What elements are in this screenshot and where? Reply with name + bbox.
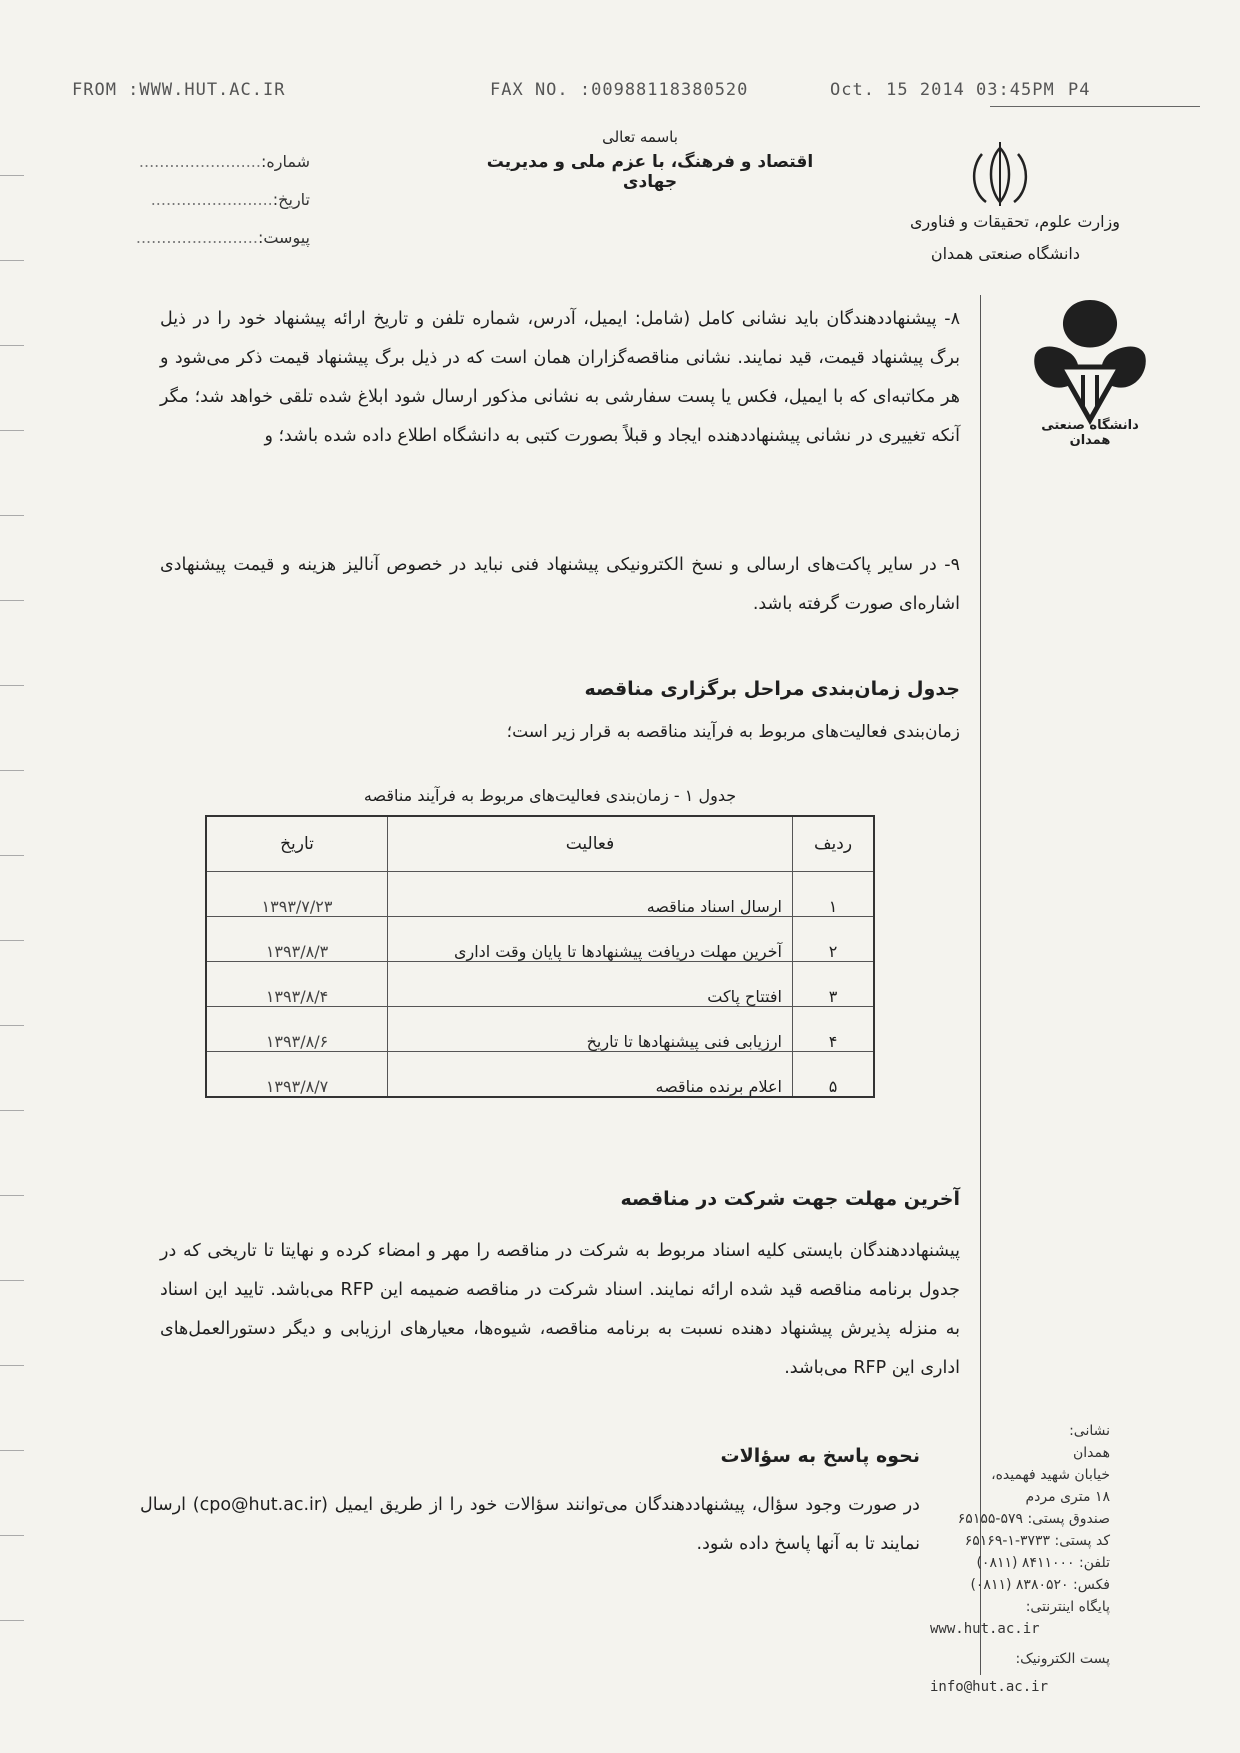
questions-heading: نحوه پاسخ به سؤالات [720, 1445, 920, 1467]
university-logo-icon [1025, 295, 1155, 425]
contact-email[interactable]: info@hut.ac.ir [930, 1679, 1049, 1695]
fax-page: P4 [1068, 80, 1091, 100]
schedule-table-header [206, 816, 874, 872]
scan-tick [0, 430, 24, 431]
scan-tick [0, 1025, 24, 1026]
fax-date: Oct. 15 2014 03:45PM [830, 80, 1055, 100]
scan-tick [0, 1365, 24, 1366]
letter-attachment-dots: ........................ [135, 228, 258, 247]
schedule-caption: جدول ۱ - زمان‌بندی فعالیت‌های مربوط به فرآیند مناقصه [363, 786, 737, 805]
row-date: ۱۳۹۳/۸/۳ [206, 917, 388, 962]
logo-caption: دانشگاه صنعتی همدان [1041, 418, 1139, 448]
contact-website[interactable]: www.hut.ac.ir [930, 1621, 1040, 1637]
questions-text: در صورت وجود سؤال، پیشنهاددهندگان می‌توانند سؤالات خود را از طریق ایمیل (cpo@hut.ac.ir) ارسال نمایند تا به آنها پاسخ داده شود. [140, 1495, 920, 1554]
row-number: ۳ [793, 962, 875, 1007]
row-number: ۴ [793, 1007, 875, 1052]
contact-block [930, 1420, 1110, 1698]
letter-number-field [120, 152, 310, 171]
table-row [206, 917, 874, 962]
fax-number: FAX NO. :00988118380520 [490, 80, 749, 100]
letter-number-dots: ........................ [138, 152, 261, 171]
row-number: ۱ [793, 872, 875, 917]
scan-tick [0, 260, 24, 261]
contact-address-label: نشانی: [1069, 1423, 1110, 1439]
header-activity: فعالیت [388, 816, 793, 872]
row-number: ۵ [793, 1052, 875, 1098]
contact-email-label: پست الکترونیک: [1015, 1651, 1110, 1667]
letter-date-field [120, 190, 310, 209]
scan-tick [0, 600, 24, 601]
contact-city: همدان [1073, 1445, 1110, 1461]
row-date: ۱۳۹۳/۸/۷ [206, 1052, 388, 1098]
row-activity: ارزیابی فنی پیشنهادها تا تاریخ [388, 1007, 793, 1052]
table-row [206, 1052, 874, 1098]
scan-tick [0, 515, 24, 516]
row-date: ۱۳۹۳/۷/۲۳ [206, 872, 388, 917]
scan-tick [0, 1195, 24, 1196]
contact-website-label: پایگاه اینترنتی: [1025, 1599, 1110, 1615]
iran-emblem-icon [960, 140, 1040, 210]
scan-tick [0, 1450, 24, 1451]
deadline-text: پیشنهاددهندگان بایستی کلیه اسناد مربوط به شرکت در مناقصه را مهر و امضاء کرده و نهایتا تا تاریخی که در جدول برنامه مناقصه قید شده ارائه نمایند. اسناد شرکت در مناقصه ضمیمه این RFP می‌باشد. تایید این اسناد به منزله پذیرش پیشنهاد دهنده نسبت به برنامه مناقصه، شیوه‌ها، معیارهای ارزیابی و دیگر دستورالعمل‌های اداری این RFP می‌باشد. [160, 1241, 960, 1378]
table-row [206, 872, 874, 917]
contact-po-box: صندوق پستی: ۵۷۹-۶۵۱۵۵ [957, 1511, 1110, 1527]
clause-8: ۸- پیشنهاددهندگان باید نشانی کامل (شامل: ایمیل، آدرس، شماره تلفن و تاریخ ارائه پیشنهاد خود را در ذیل برگ پیشنهاد قیمت، قید نمایند. نشانی مناقصه‌گزاران همان است که در ذیل برگ پیشنهاد قیمت ذکر می‌شود و هر مکاتبه‌ای که با ایمیل، فکس یا پست سفارشی به نشانی مذکور ارسال شود ابلاغ شده تلقی خواهد شد؛ مگر آنکه تغییری در نشانی پیشنهاددهنده ایجاد و قبلاً بصورت کتبی به دانشگاه اطلاع داده شده باشد؛ و [160, 309, 960, 446]
row-date: ۱۳۹۳/۸/۶ [206, 1007, 388, 1052]
fax-from: FROM :WWW.HUT.AC.IR [72, 80, 286, 100]
scan-tick [0, 770, 24, 771]
row-activity: ارسال اسناد مناقصه [388, 872, 793, 917]
scan-margin [0, 0, 30, 1753]
row-activity: اعلام برنده مناقصه [388, 1052, 793, 1098]
row-number: ۲ [793, 917, 875, 962]
row-date: ۱۳۹۳/۸/۴ [206, 962, 388, 1007]
schedule-heading: جدول زمان‌بندی مراحل برگزاری مناقصه [584, 678, 960, 700]
contact-street: خیابان شهید فهمیده، [991, 1467, 1110, 1483]
letter-number-label: شماره: [260, 152, 310, 171]
table-row [206, 1007, 874, 1052]
contact-postal-code: کد پستی: ۳۷۳۳-۱-۶۵۱۶۹ [964, 1533, 1110, 1549]
scan-tick [0, 940, 24, 941]
bismillah: باسمه تعالی [602, 128, 678, 146]
letter-date-label: تاریخ: [272, 190, 310, 209]
ministry-name: وزارت علوم، تحقیقات و فناوری [910, 212, 1120, 231]
scan-tick [0, 855, 24, 856]
deadline-heading: آخرین مهلت جهت شرکت در مناقصه [620, 1188, 960, 1210]
scan-tick [0, 1110, 24, 1111]
scan-tick [0, 345, 24, 346]
letter-attachment-field [120, 228, 310, 247]
row-activity: آخرین مهلت دریافت پیشنهادها تا پایان وقت اداری [388, 917, 793, 962]
letter-date-dots: ........................ [150, 190, 273, 209]
contact-phone: تلفن: ۸۴۱۱۰۰۰ (۰۸۱۱) [976, 1555, 1110, 1571]
header-row-number: ردیف [793, 816, 875, 872]
fax-underline [990, 106, 1200, 107]
row-activity: افتتاح پاکت [388, 962, 793, 1007]
contact-fax: فکس: ۸۳۸۰۵۲۰ (۰۸۱۱) [970, 1577, 1110, 1593]
scan-tick [0, 1280, 24, 1281]
header-date: تاریخ [206, 816, 388, 872]
scan-tick [0, 1535, 24, 1536]
letter-attachment-label: پیوست: [257, 228, 310, 247]
scan-tick [0, 1620, 24, 1621]
schedule-table [205, 815, 875, 1098]
scan-tick [0, 175, 24, 176]
clause-9: ۹- در سایر پاکت‌های ارسالی و نسخ الکترونیکی پیشنهاد فنی نباید در خصوص آنالیز هزینه و قیمت پیشنهادی اشاره‌ای صورت گرفته باشد. [160, 555, 960, 614]
table-row [206, 962, 874, 1007]
slogan: اقتصاد و فرهنگ، با عزم ملی و مدیریت جهادی [486, 152, 814, 192]
schedule-intro: زمان‌بندی فعالیت‌های مربوط به فرآیند مناقصه به قرار زیر است؛ [506, 722, 960, 742]
university-name: دانشگاه صنعتی همدان [930, 244, 1080, 263]
scan-tick [0, 685, 24, 686]
contact-street-2: ۱۸ متری مردم [1025, 1489, 1110, 1505]
